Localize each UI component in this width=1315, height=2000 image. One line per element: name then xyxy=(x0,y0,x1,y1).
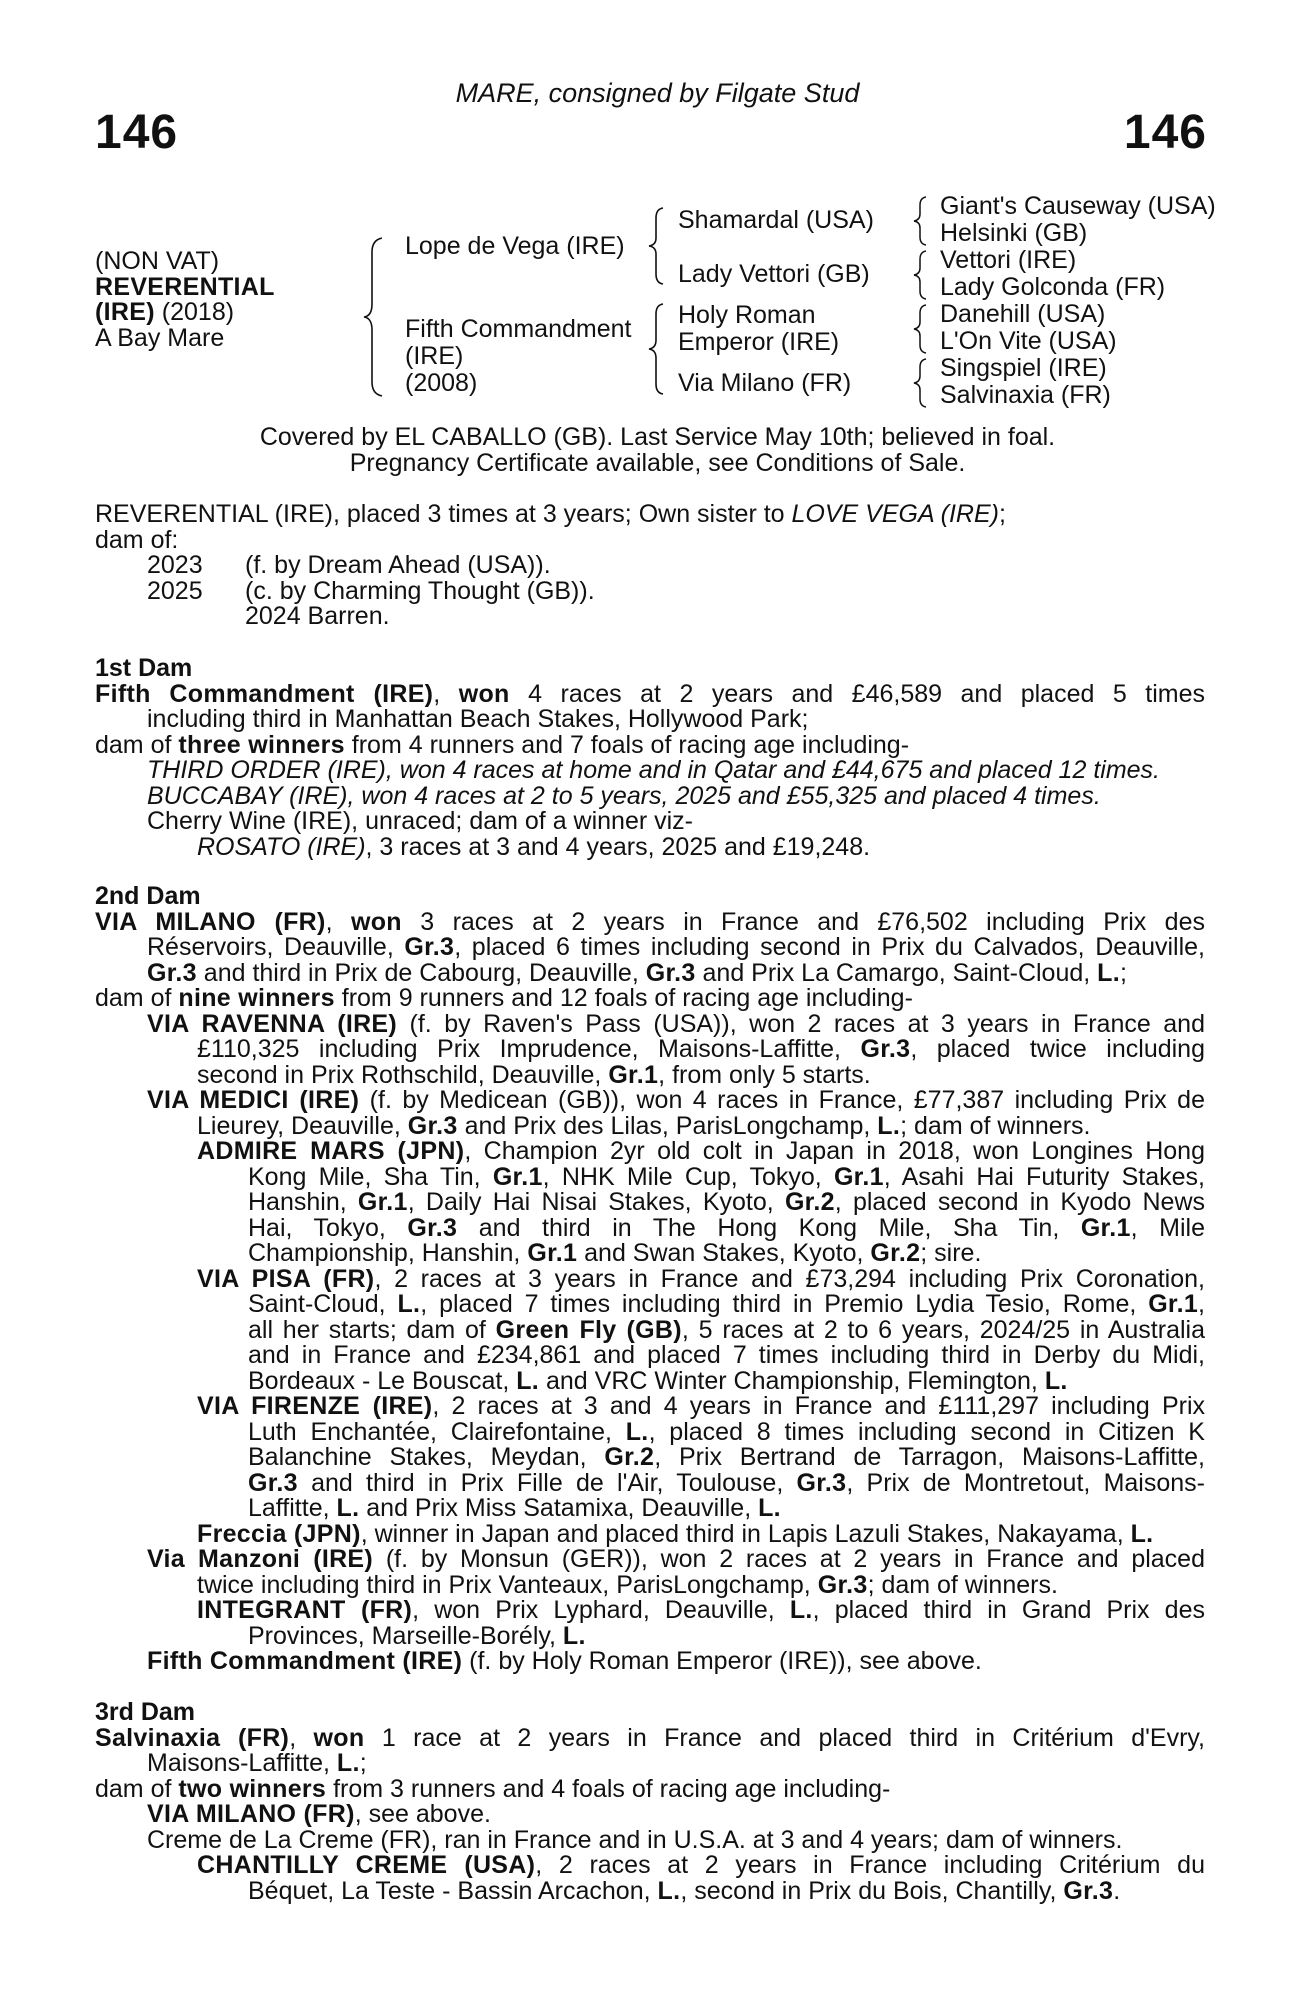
pedigree-brace-g4-3 xyxy=(910,302,932,356)
horse-name: REVERENTIAL xyxy=(95,272,275,301)
produce-row: 2023 (f. by Dream Ahead (USA)). xyxy=(147,551,551,579)
page-title: MARE, consigned by Filgate Stud xyxy=(455,78,860,108)
third-dam-heading: 3rd Dam xyxy=(95,1698,196,1726)
pedigree-dam-dam: Via Milano (FR) xyxy=(678,369,852,397)
pedigree-brace-g4-2 xyxy=(910,248,932,302)
pedigree-gen4 xyxy=(940,193,1216,409)
covered-line2: Pregnancy Certificate available, see Conditions of Sale. xyxy=(349,448,966,477)
first-dam-heading: 1st Dam xyxy=(95,654,193,682)
pedigree-ddd: Salvinaxia (FR) xyxy=(940,381,1111,409)
pedigree-dam-sire: Holy Roman Emperor (IRE) xyxy=(678,301,840,356)
pedigree-sire-sire: Shamardal (USA) xyxy=(678,206,874,234)
pedigree-brace-g4-4 xyxy=(910,356,932,410)
lot-number-right: 146 xyxy=(1123,106,1207,159)
pedigree-sire-dam: Lady Vettori (GB) xyxy=(678,260,870,288)
pedigree-brace-main xyxy=(360,232,392,402)
pedigree-dds: Singspiel (IRE) xyxy=(940,354,1107,382)
horse-year: (2018) xyxy=(161,298,235,326)
intro-section: REVERENTIAL (IRE), placed 3 times at 3 years; Own sister to LOVE VEGA (IRE); dam of: 2023 (f. by Dream Ahead (USA)). 2025 (c. by Charming Thought (GB)). 2024 Barren. xyxy=(95,502,1205,630)
second-dam-section: 2nd Dam VIA MILANO (FR), won 3 races at 2 years in France and £76,502 including Prix des Réservoirs, Deauville, Gr.3, placed 6 times including second in Prix du Calvados, Deauville, Gr.3 and third in Prix de Cabourg, Deauville, Gr.3 and Prix La Camargo, Saint-Cloud, L.; dam of nine winners from 9 runners and 12 foals of racing age including- VIA RAVENNA (IRE) (f. by Raven's Pass (USA)), won 2 races at 3 years in France and £110,325 including Prix Imprudence, Maisons-Laffitte, Gr.3, placed twice including second in Prix Rothschild, Deauville, Gr.1, from only 5 starts. VIA MEDICI (IRE) (f. by Medicean (GB)), won 4 races in France, £77,387 including Prix de Lieurey, Deauville, Gr.3 and Prix des Lilas, ParisLongchamp, L.; dam of winners. ADMIRE MARS (JPN), Champion 2yr old colt in Japan in 2018, won Longines Hong Kong Mile, Sha Tin, Gr.1, NHK Mile Cup, Tokyo, Gr.1, Asahi Hai Futurity Stakes, Hanshin, Gr.1, Daily Hai Nisai Stakes, Kyoto, Gr.2, placed second in Kyodo News Hai, Tokyo, Gr.3 and third in The Hong Kong Mile, Sha Tin, Gr.1, Mile Championship, Hanshin, Gr.1 and Swan Stakes, Kyoto, Gr.2; sire. VIA PISA (FR), 2 races at 3 years in France and £73,294 including Prix Coronation, Saint-Cloud, L., placed 7 times including third in Premio Lydia Tesio, Rome, Gr.1, all her starts; dam of Green Fly (GB), 5 races at 2 to 6 years, 2024/25 in Australia and in France and £234,861 and placed 7 times including third in Derby du Midi, Bordeaux - Le Bouscat, L. and VRC Winter Championship, Flemington, L. VIA FIRENZE (IRE), 2 races at 3 and 4 years in France and £111,297 including Prix Luth Enchantée, Clairefontaine, L., placed 8 times including second in Citizen K Balanchine Stakes, Meydan, Gr.2, Prix Bertrand de Tarragon, Maisons-Laffitte, Gr.3 and third in Prix Fille de l'Air, Toulouse, Gr.3, Prix de Montretout, Maisons- Laffitte, L. and Prix Miss Satamixa, Deauville, L. Freccia (JPN), winner in Japan and placed third in Lapis Lazuli Stakes, Nakayama, L. Via Manzoni (IRE) (f. by Monsun (GER)), won 2 races at 2 years in France and placed twice including third in Prix Vanteaux, ParisLongchamp, Gr.3; dam of winners. INTEGRANT (FR), won Prix Lyphard, Deauville, L., placed third in Grand Prix des Provinces, Marseille-Borély, L. Fifth Commandment (IRE) (f. by Holy Roman Emperor (IRE)), see above. xyxy=(95,882,1206,1675)
pedigree-sds: Vettori (IRE) xyxy=(940,246,1077,274)
pedigree-sire: Lope de Vega (IRE) xyxy=(405,232,625,260)
vat-status: (NON VAT) xyxy=(95,247,220,275)
pedigree-dss: Danehill (USA) xyxy=(940,300,1106,328)
second-dam-heading: 2nd Dam xyxy=(95,882,201,910)
covered-line1: Covered by EL CABALLO (GB). Last Service May 10th; believed in foal. xyxy=(259,423,1056,451)
pedigree-dam-line2: (IRE) xyxy=(405,342,464,370)
covering-info xyxy=(0,425,1315,476)
pedigree-brace-dam xyxy=(645,300,671,398)
pedigree-dam xyxy=(405,316,631,397)
pedigree-sss: Giant's Causeway (USA) xyxy=(940,192,1216,220)
produce-row: 2024 Barren. xyxy=(245,602,390,630)
pedigree-brace-sire xyxy=(645,204,671,288)
pedigree-dsd: L'On Vite (USA) xyxy=(940,327,1117,355)
first-dam-section: 1st Dam Fifth Commandment (IRE), won 4 races at 2 years and £46,589 and placed 5 times including third in Manhattan Beach Stakes, Hollywood Park; dam of three winners from 4 runners and 7 foals of racing age including- THIRD ORDER (IRE), won 4 races at home and in Qatar and £44,675 and placed 12 times. BUCCABAY (IRE), won 4 races at 2 to 5 years, 2025 and £55,325 and placed 4 times. Cherry Wine (IRE), unraced; dam of a winner viz- ROSATO (IRE), 3 races at 3 and 4 years, 2025 and £19,248. xyxy=(95,654,1205,861)
third-dam-section: 3rd Dam Salvinaxia (FR), won 1 race at 2 years in France and placed third in Critérium d'Evry, Maisons-Laffitte, L.; dam of two winners from 3 runners and 4 foals of racing age including- VIA MILANO (FR), see above. Creme de La Creme (FR), ran in France and in U.S.A. at 3 and 4 years; dam of winners. CHANTILLY CREME (USA), 2 races at 2 years in France including Critérium du Béquet, La Teste - Bassin Arcachon, L., second in Prix du Bois, Chantilly, Gr.3. xyxy=(95,1698,1205,1905)
lot-number-left: 146 xyxy=(95,106,179,159)
pedigree-ssd: Helsinki (GB) xyxy=(940,219,1088,247)
horse-info xyxy=(95,249,275,351)
produce-row: 2025 (c. by Charming Thought (GB)). xyxy=(147,576,595,605)
pedigree-dam-line1: Fifth Commandment xyxy=(405,315,632,343)
horse-description: A Bay Mare xyxy=(95,323,225,352)
pedigree-dam-line3: (2008) xyxy=(405,369,478,397)
pedigree-sdd: Lady Golconda (FR) xyxy=(940,273,1166,301)
horse-country: (IRE) xyxy=(95,298,155,326)
pedigree-brace-g4-1 xyxy=(910,194,932,248)
